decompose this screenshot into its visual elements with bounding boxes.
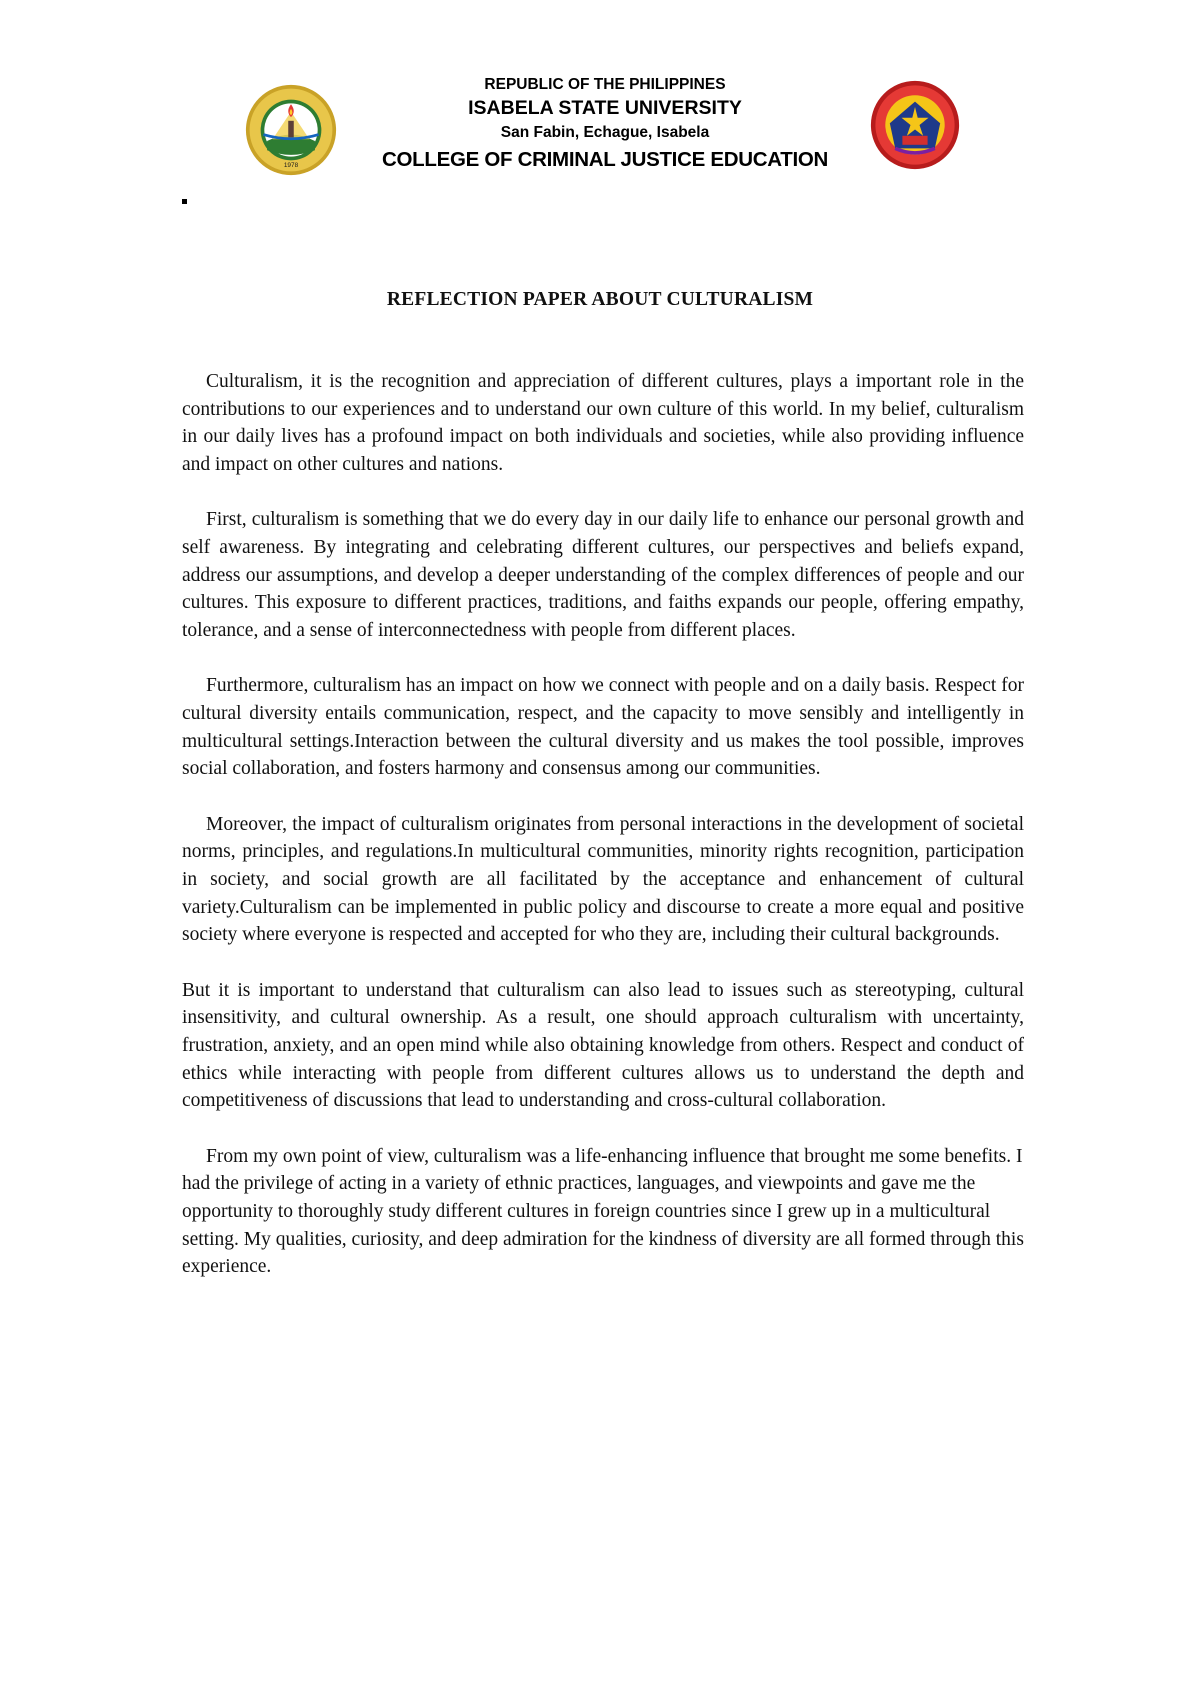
paragraph-3: Furthermore, culturalism has an impact on how we connect with people and on a daily basis. Respect for cultural diversity entails communication, respect, and the capacity to move sensibly and intelligently in multicultural settings.Interaction between the cultural diversity and us makes the tool possible, improves social collaboration, and fosters harmony and consensus among our communities. [182,675,1024,780]
ccje-seal-icon [870,80,960,170]
document-title: REFLECTION PAPER ABOUT CULTURALISM [386,289,814,310]
header-address: San Fabin, Echague, Isabela [500,124,710,141]
header-republic: REPUBLIC OF THE PHILIPPINES [484,76,726,93]
header-college: COLLEGE OF CRIMINAL JUSTICE EDUCATION [382,148,828,171]
paragraph-6: From my own point of view, culturalism was a life-enhancing influence that brought me some benefits. I had the privilege of acting in a variety of ethnic practices, languages, and viewpoints and gave me the opportunity to thoroughly study different cultures in foreign countries since I grew up in a multicultural setting. My qualities, curiosity, and deep admiration for the kindness of diversity are all formed through this experience. [182,1145,1024,1278]
isu-seal-icon [245,84,337,176]
letterhead [0,68,1200,178]
isu-seal-year: 1978 [283,161,299,169]
bullet-mark [182,199,187,204]
paragraph-1: Culturalism, it is the recognition and appreciation of different cultures, plays a important role in the contributions to our experiences and to understand our own culture of this world. In my belief, culturalism in our daily lives has a profound impact on both individuals and societies, while also providing influence and impact on other cultures and nations. [182,371,1024,476]
header-university: ISABELA STATE UNIVERSITY [468,97,742,119]
document-body [182,368,1024,1309]
letterhead-text [340,72,870,175]
paragraph-4: Moreover, the impact of culturalism originates from personal interactions in the development of societal norms, principles, and regulations.In multicultural communities, minority rights recognition, participation in society, and social growth are all facilitated by the acceptance and enhancement of cultural variety.Culturalism can be implemented in public policy and discourse to create a more equal and positive society where everyone is respected and accepted for who they are, including their cultural backgrounds. [182,813,1024,946]
paragraph-5: But it is important to understand that culturalism can also lead to issues such as stereotyping, cultural insensitivity, and cultural ownership. As a result, one should approach culturalism with uncertainty, frustration, anxiety, and an open mind while also obtaining knowledge from others. Respect and conduct of ethics while interacting with people from different cultures allows us to understand the depth and competitiveness of discussions that lead to understanding and cross-cultural collaboration. [182,979,1024,1112]
paragraph-2: First, culturalism is something that we do every day in our daily life to enhance our personal growth and self awareness. By integrating and celebrating different cultures, our perspectives and beliefs expand, address our assumptions, and develop a deeper understanding of the complex differences of people and our cultures. This exposure to different practices, traditions, and faiths expands our people, offering empathy, tolerance, and a sense of interconnectedness with people from different places. [182,509,1024,642]
